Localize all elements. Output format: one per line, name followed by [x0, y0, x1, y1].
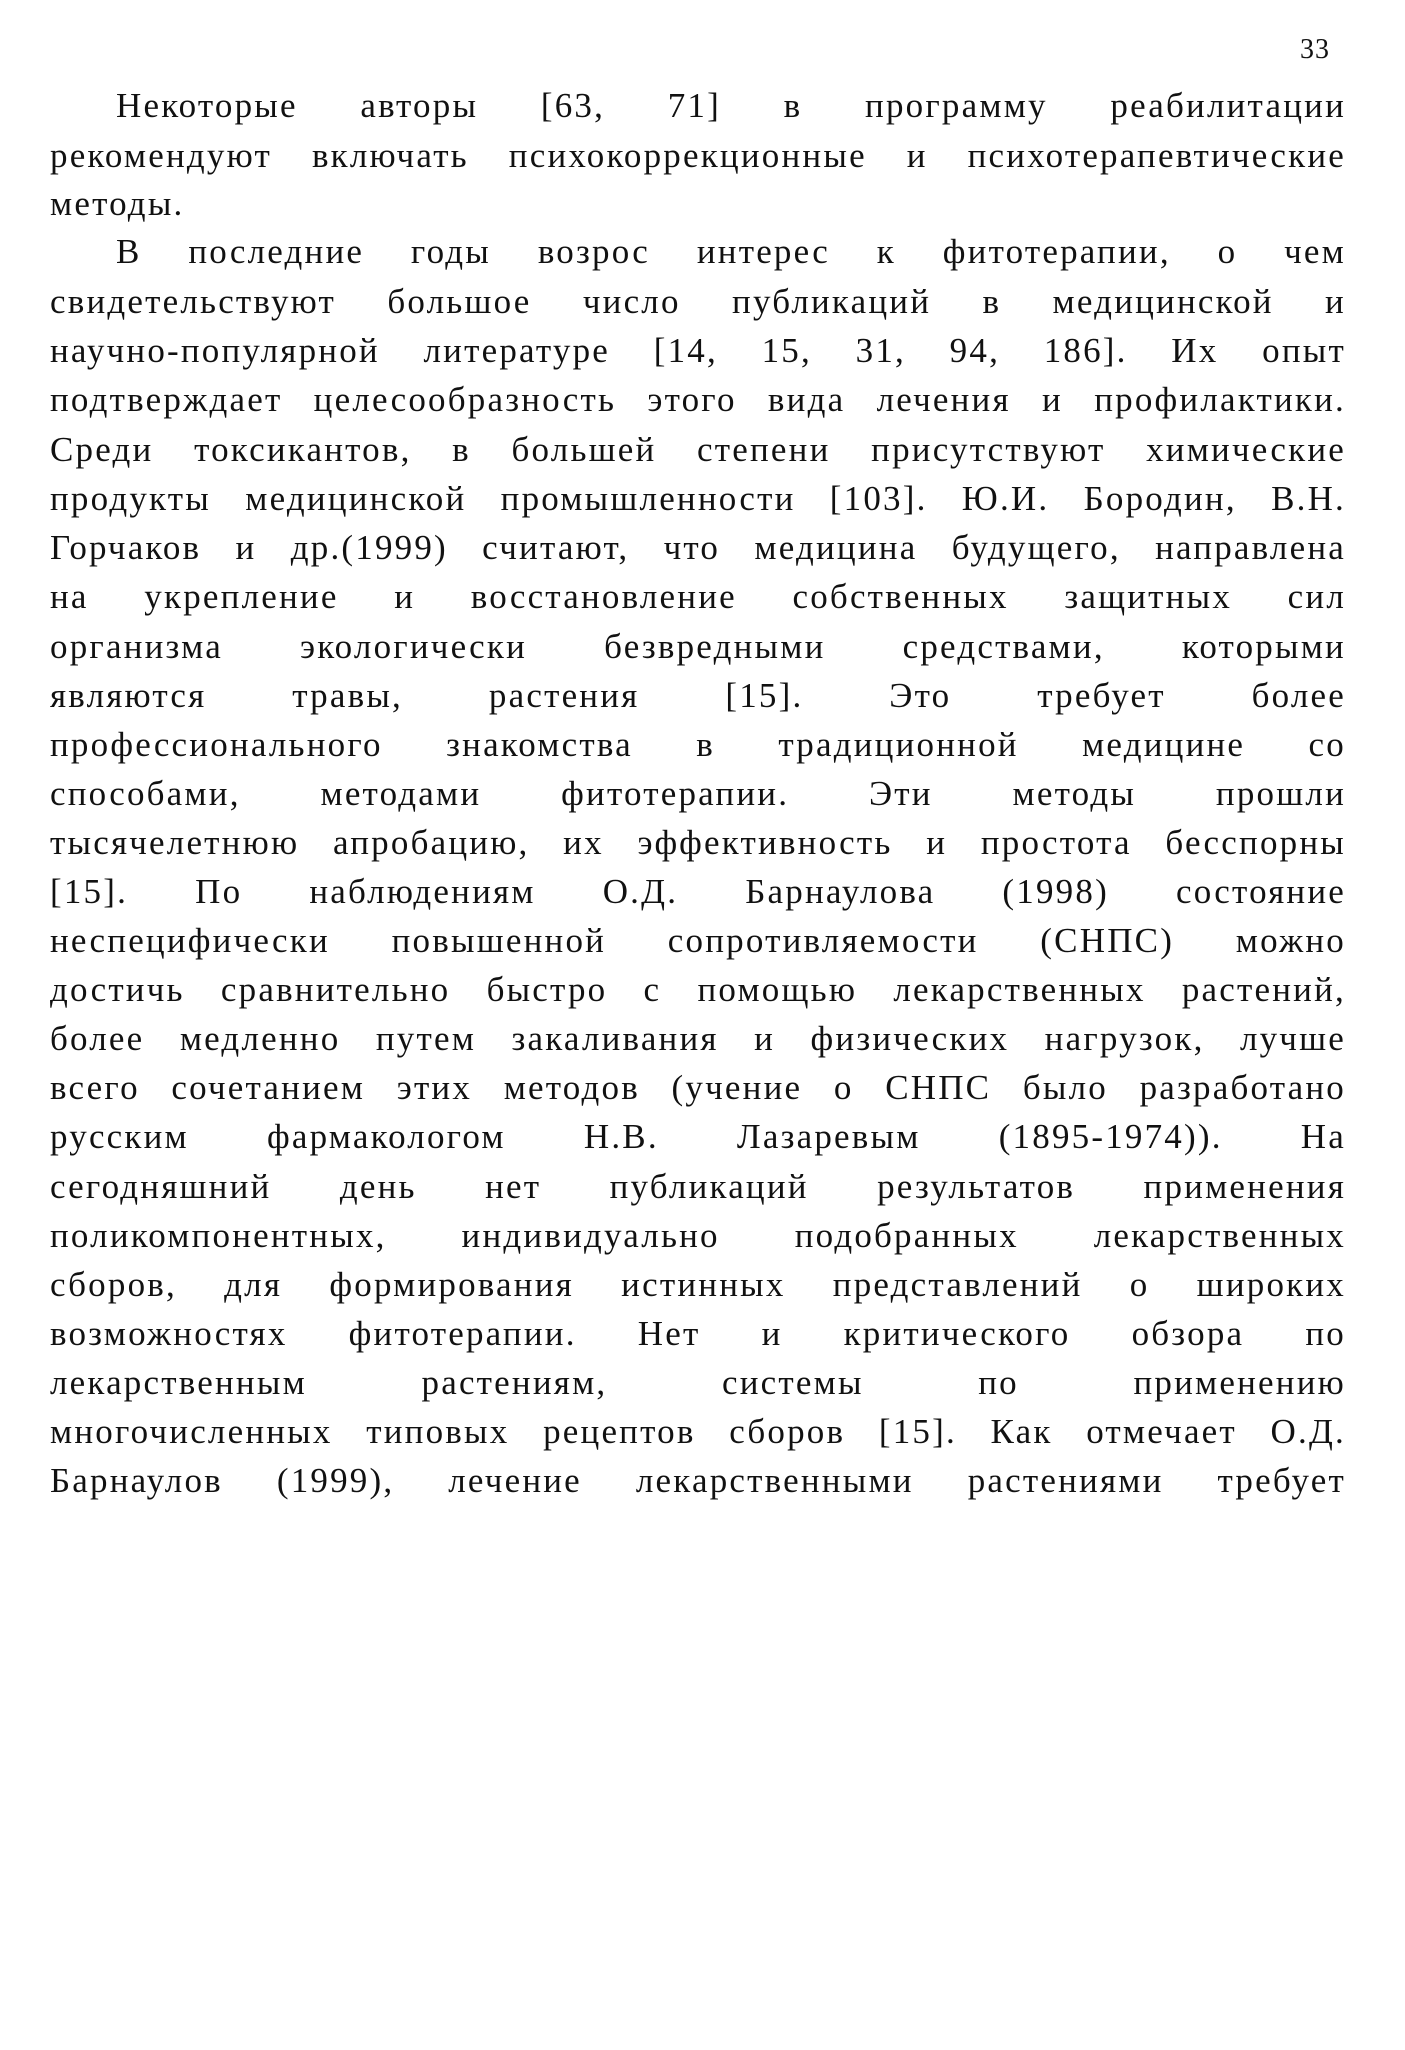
- text-line: организма экологически безвредными средствами, которыми: [50, 627, 1346, 666]
- text-line: способами, методами фитотерапии. Эти методы прошли: [50, 774, 1346, 813]
- text-line: на укрепление и восстановление собственных защитных сил: [50, 577, 1346, 616]
- text-line: поликомпонентных, индивидуально подобранных лекарственных: [50, 1216, 1346, 1255]
- text-line: сборов, для формирования истинных представлений о широких: [50, 1265, 1346, 1304]
- text-line: В последние годы возрос интерес к фитотерапии, о чем: [116, 232, 1346, 271]
- text-line: всего сочетанием этих методов (учение о СНПС было разработано: [50, 1068, 1346, 1107]
- text-line: неспецифически повышенной сопротивляемости (СНПС) можно: [50, 921, 1346, 960]
- page-number: 33: [1300, 34, 1330, 65]
- text-line: подтверждает целесообразность этого вида лечения и профилактики.: [50, 380, 1346, 419]
- text-line: продукты медицинской промышленности [103]. Ю.И. Бородин, В.Н.: [50, 479, 1346, 518]
- text-line: являются травы, растения [15]. Это требует более: [50, 676, 1346, 715]
- text-line: лекарственным растениям, системы по применению: [50, 1363, 1346, 1402]
- text-line: возможностях фитотерапии. Нет и критического обзора по: [50, 1314, 1346, 1353]
- text-line: методы.: [50, 184, 185, 223]
- text-line: [15]. По наблюдениям О.Д. Барнаулова (1998) состояние: [50, 872, 1346, 911]
- text-line: Среди токсикантов, в большей степени присутствуют химические: [50, 430, 1346, 469]
- text-line: свидетельствуют большое число публикаций в медицинской и: [50, 282, 1346, 321]
- text-line: тысячелетнюю апробацию, их эффективность и простота бесспорны: [50, 823, 1346, 862]
- text-line: более медленно путем закаливания и физических нагрузок, лучше: [50, 1019, 1346, 1058]
- text-line: достичь сравнительно быстро с помощью лекарственных растений,: [50, 970, 1346, 1009]
- text-line: научно-популярной литературе [14, 15, 31, 94, 186]. Их опыт: [50, 331, 1346, 370]
- text-line: Некоторые авторы [63, 71] в программу реабилитации: [116, 86, 1346, 125]
- text-line: русским фармакологом Н.В. Лазаревым (1895-1974)). На: [50, 1117, 1346, 1156]
- text-line: профессионального знакомства в традиционной медицине со: [50, 725, 1346, 764]
- text-line: рекомендуют включать психокоррекционные и психотерапевтические: [50, 136, 1346, 175]
- text-line: Барнаулов (1999), лечение лекарственными растениями требует: [50, 1461, 1346, 1500]
- text-line: многочисленных типовых рецептов сборов [15]. Как отмечает О.Д.: [50, 1412, 1346, 1451]
- text-line: Горчаков и др.(1999) считают, что медицина будущего, направлена: [50, 528, 1346, 567]
- text-line: сегодняшний день нет публикаций результатов применения: [50, 1167, 1346, 1206]
